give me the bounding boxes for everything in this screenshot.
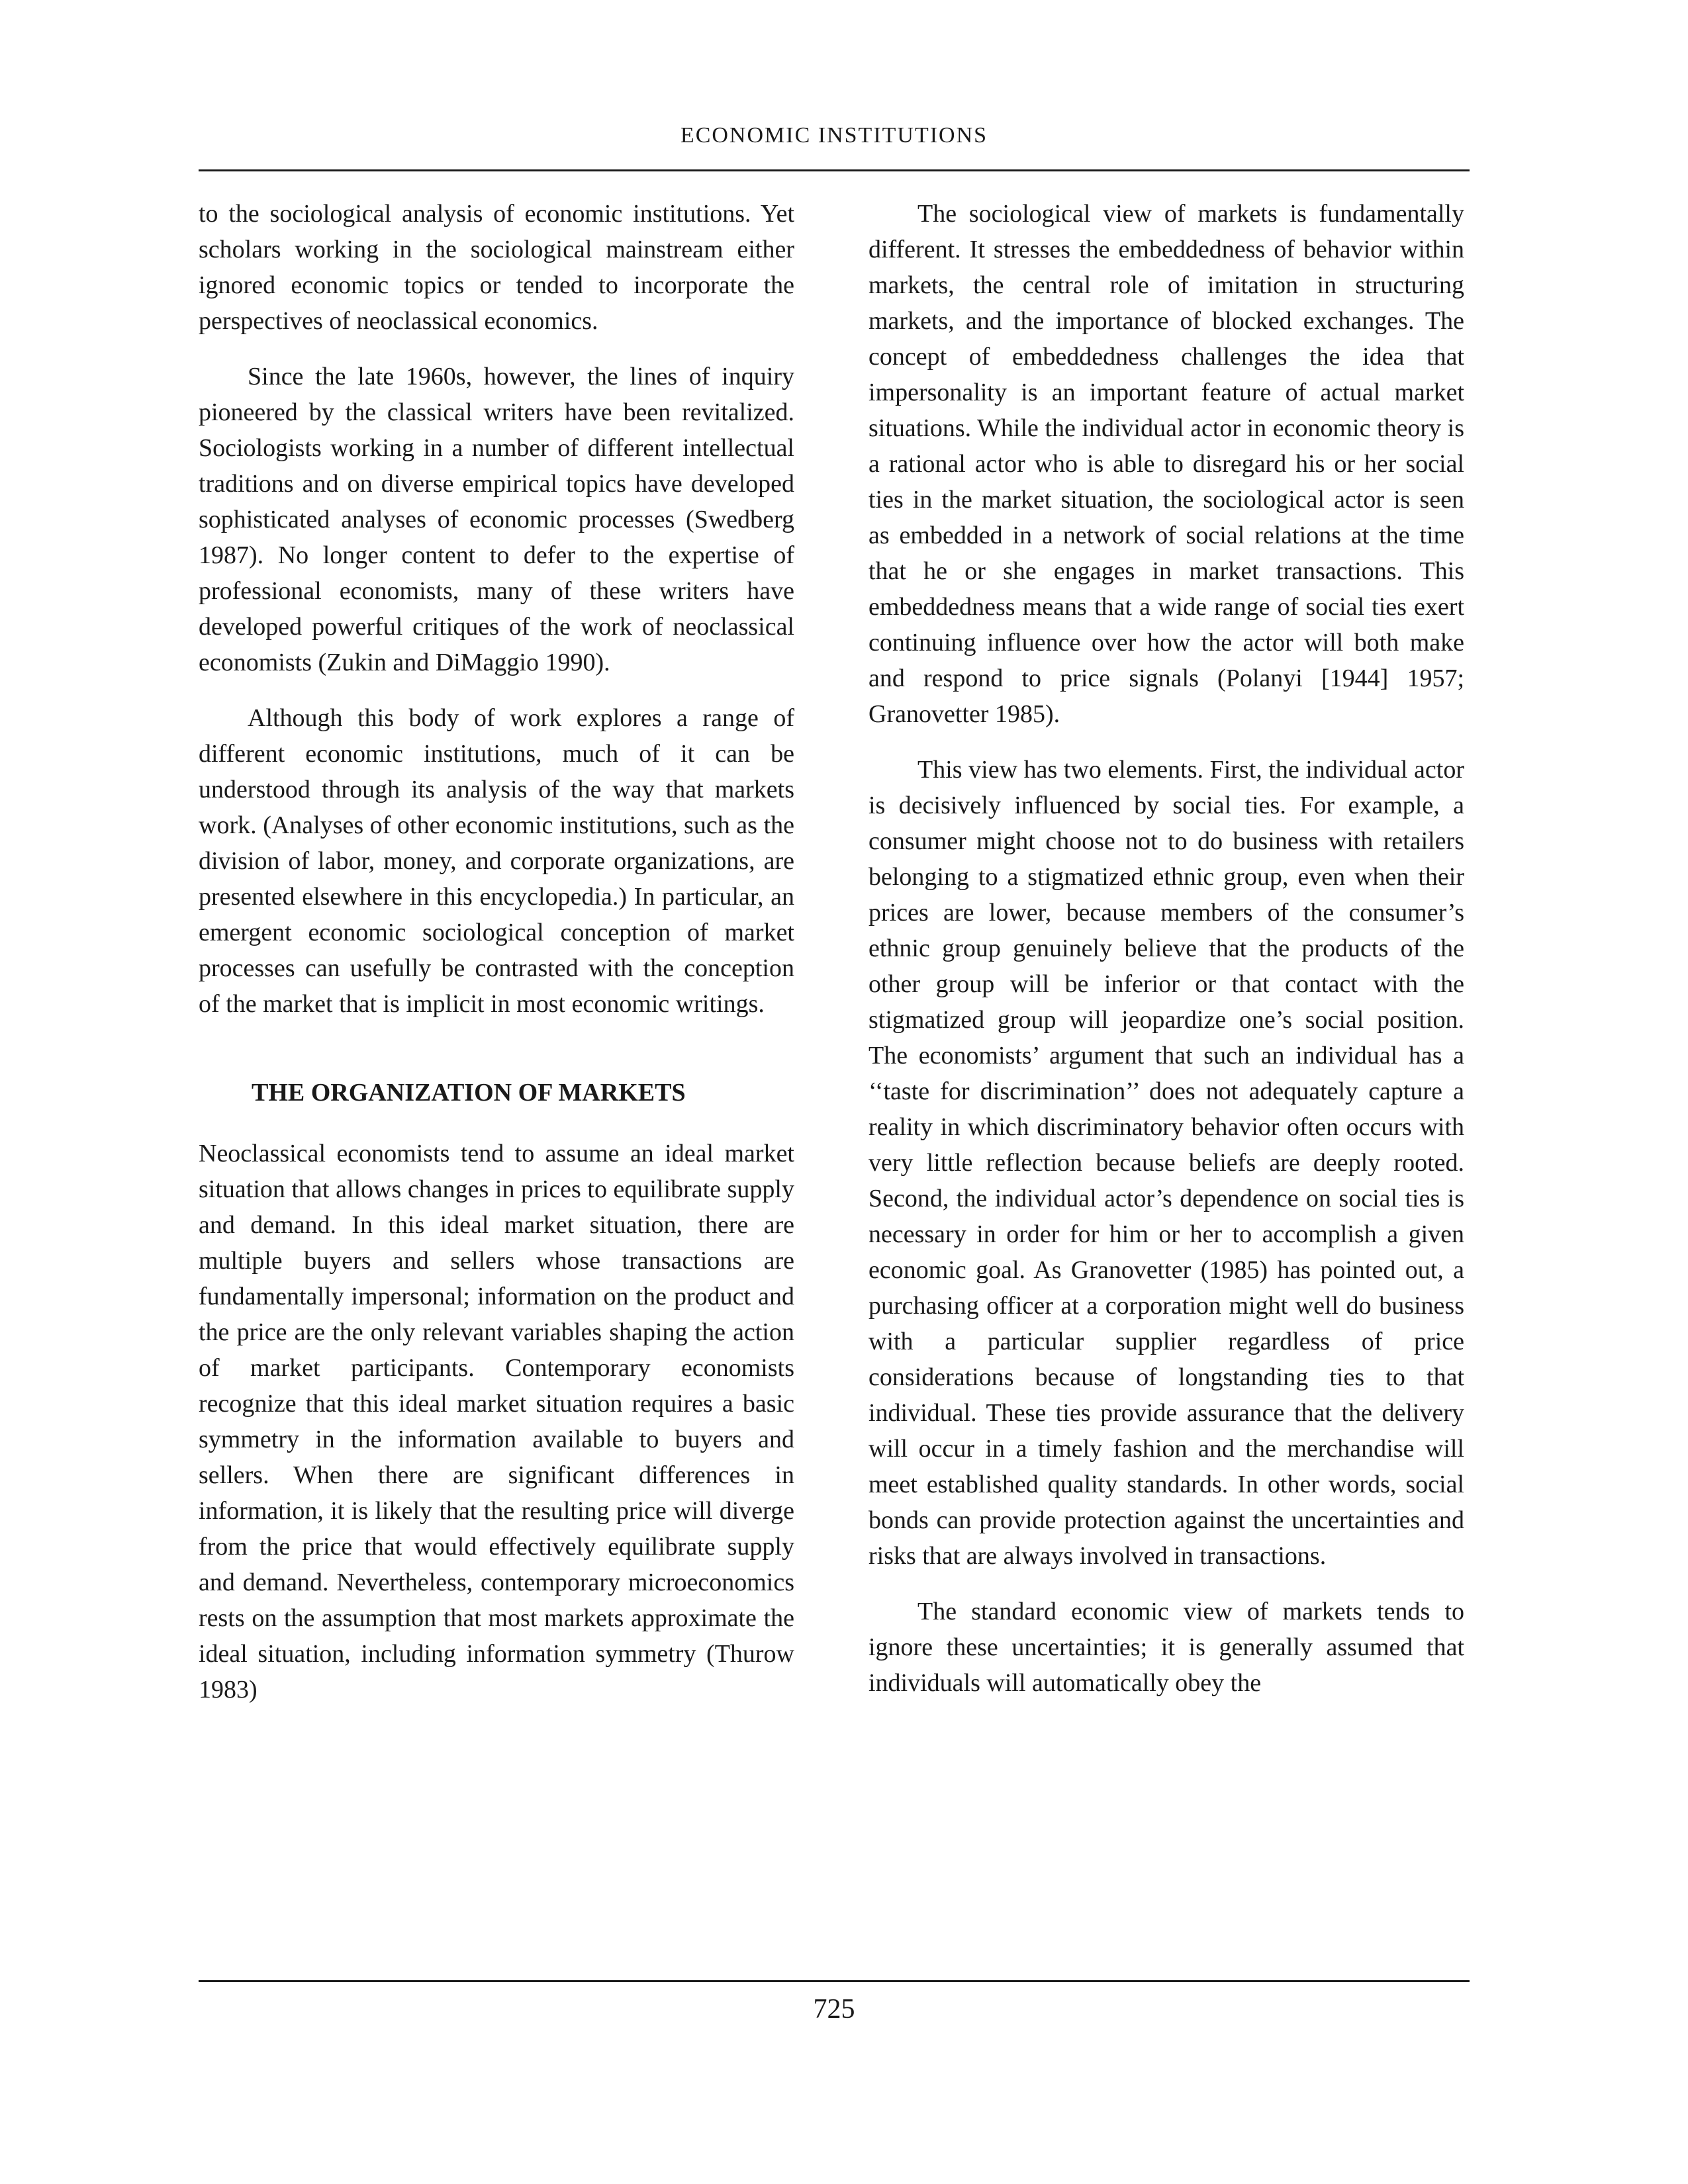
paragraph: Although this body of work explores a range of different economic institutions, much of it can be understood through its analysis of the way that markets work. (Analyses of other economic institutions, such as the division of labor, money, and corporate organizations, are presented elsewhere in this encyclopedia.) In particular, an emergent economic sociological conception of market processes can usefully be contrasted with the conception of the market that is implicit in most economic writings. bbox=[199, 704, 794, 1018]
running-head: ECONOMIC INSTITUTIONS bbox=[680, 123, 988, 148]
paragraph: The sociological view of markets is fundamentally different. It stresses the embeddedness of behavior within markets, the central role of imitation in structuring markets, and the importance of blocked exchanges. The concept of embeddedness challenges the idea that impersonality is an important feature of actual market situations. While the individual actor in economic theory is a rational actor who is able to disregard his or her social ties in the market situation, the sociological actor is seen as embedded in a network of social relations at the time that he or she engages in market transactions. This embeddedness means that a wide range of social ties exert continuing influence over how the actor will both make and respond to price signals (Polanyi [1944] 1957; Granovetter 1985). bbox=[868, 200, 1464, 728]
paragraph: The standard economic view of markets tends to ignore these uncertainties; it is generally assumed that individuals will automatically obey the bbox=[868, 1598, 1464, 1697]
paragraph: Since the late 1960s, however, the lines of inquiry pioneered by the classical writers have been revitalized. Sociologists working in a number of different intellectual traditions and on diverse empirical topics have developed sophisticated analyses of economic processes (Swedberg 1987). No longer content to defer to the expertise of professional economists, many of these writers have developed powerful critiques of the work of neoclassical economists (Zukin and DiMaggio 1990). bbox=[199, 363, 794, 676]
paragraph: to the sociological analysis of economic institutions. Yet scholars working in the sociological mainstream either ignored economic topics or tended to incorporate the perspectives of neoclassical economics. bbox=[199, 200, 794, 335]
right-column bbox=[868, 196, 1464, 1721]
footer-rule bbox=[199, 1980, 1470, 1982]
left-column bbox=[199, 196, 794, 1727]
section-heading: THE ORGANIZATION OF MARKETS bbox=[252, 1079, 686, 1107]
header-rule bbox=[199, 169, 1470, 171]
paragraph: This view has two elements. First, the individual actor is decisively influenced by social ties. For example, a consumer might choose not to do business with retailers belonging to a stigmatized ethnic group, even when their prices are lower, because members of the consumer’s ethnic group genuinely believe that the products of the other group will be inferior or that contact with the stigmatized group will jeopardize one’s social position. The economists’ argument that such an individual has a ‘‘taste for discrimination’’ does not adequately capture a reality in which discriminatory behavior often occurs with very little reflection because beliefs are deeply rooted. Second, the individual actor’s dependence on social ties is necessary in order for him or her to accomplish a given economic goal. As Granovetter (1985) has pointed out, a purchasing officer at a corporation might well do business with a particular supplier regardless of price considerations because of longstanding ties to that individual. These ties provide assurance that the delivery will occur in a timely fashion and the merchandise will meet established quality standards. In other words, social bonds can provide protection against the uncertainties and risks that are always involved in transactions. bbox=[868, 756, 1464, 1570]
page-number: 725 bbox=[813, 1994, 855, 2025]
paragraph: Neoclassical economists tend to assume an ideal market situation that allows changes in prices to equilibrate supply and demand. In this ideal market situation, there are multiple buyers and sellers whose transactions are fundamentally impersonal; information on the product and the price are the only relevant variables shaping the action of market participants. Contemporary economists recognize that this ideal market situation requires a basic symmetry in the information available to buyers and sellers. When there are significant differences in information, it is likely that the resulting price will diverge from the price that would effectively equilibrate supply and demand. Nevertheless, contemporary microeconomics rests on the assumption that most markets approximate the ideal situation, including information symmetry (Thurow 1983) bbox=[199, 1140, 794, 1704]
